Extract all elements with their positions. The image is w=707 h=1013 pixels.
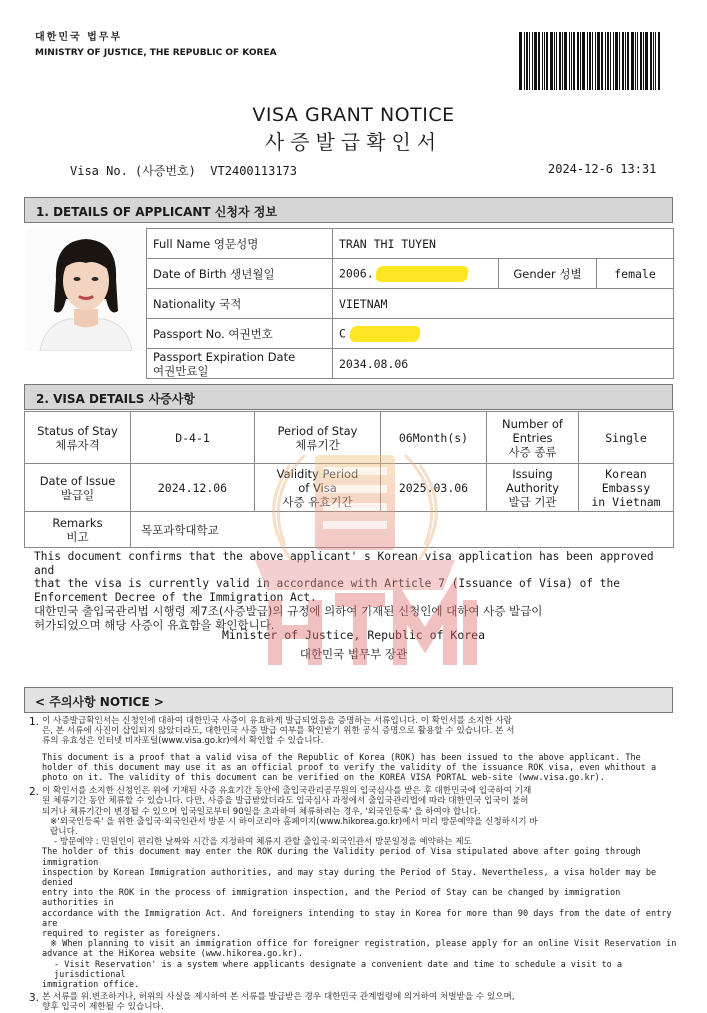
table-row [147,319,674,349]
visa-number-row [70,162,297,179]
notice-item-1: 1. 이 사증발급확인서는 신청인에 대하여 대한민국 사증이 유효하게 발급되었음을 증명하는 서류입니다. 이 확인서를 소지한 사람 은, 본 서류에 사진이 삽입되지 않았더라도, 대한민국 사증 발급 여부를 확인받기 위한 공식 증명으로 활용할 수 있습니다. 본 서 류의 유효성은 인터넷 비자포털(www.visa.go.kr)에서 확인할 수 있습니다. This document is a proof that a valid visa of the Republic of Korea (ROK) has been issued to the above applicant. The holder of this document may use it as an official proof to verify the validity of the issuance ROK visa, even whithout a photo on it. The validity of this document can be verified on the KOREA VISA PORTAL web-site (www.visa.go.kr). [29,716,657,784]
table-row [25,464,674,512]
passport-expiration-value: 2034.08.06 [333,349,674,379]
notice-header: < 주의사항 NOTICE > [24,687,673,713]
issue-timestamp: 2024-12-6 13:31 [548,162,657,176]
visa-section-header: 2. VISA DETAILS 사증사항 [24,384,673,410]
confirmation-text: This document confirms that the above applicant' s Korean visa application has been approved and that the visa is currently valid in accordance with Article 7 (Issuance of Visa) of the Enforcement Decree of the Immigration Act. 대한민국 출입국관리법 시행령 제7조(사증발급)의 규정에 의하여 기재된 신청인에 대하여 사증 발급이 허가되었으며 해당 사증이 유효함을 확인합니다. [34,550,654,632]
validity-period-label: Validity Period of Visa 사증 유효기간 [255,464,381,512]
number-of-entries-value: Single [579,412,674,464]
minister-korean: 대한민국 법무부 장관 [299,647,408,661]
ministry-name-english: MINISTRY OF JUSTICE, THE REPUBLIC OF KOREA [35,48,277,58]
status-of-stay-value: D-4-1 [131,412,255,464]
dob-partial: 2006. [339,266,374,280]
document-title-english: VISA GRANT NOTICE [252,104,455,126]
dob-label: Date of Birth 생년월일 [147,259,333,289]
table-row [147,349,674,379]
applicant-details-table [146,228,674,379]
notice-body [29,716,678,1013]
issuing-authority-label: Issuing Authority 발급 기관 [487,464,579,512]
status-of-stay-label: Status of Stay 체류자격 [25,412,131,464]
nationality-value: VIETNAM [333,289,674,319]
gender-label: Gender 성별 [499,259,597,289]
passport-value [333,319,674,349]
applicant-section-header: 1. DETAILS OF APPLICANT 신청자 정보 [24,197,673,223]
passport-partial: C [339,326,346,340]
visa-details-table [24,411,674,548]
period-of-stay-value: 06Month(s) [381,412,487,464]
redaction-highlight [375,266,469,282]
number-of-entries-label: Number of Entries 사증 종류 [487,412,579,464]
date-of-issue-value: 2024.12.06 [131,464,255,512]
visa-number-label: Visa No. (사증번호) [70,164,196,178]
gender-value: female [597,259,674,289]
nationality-label: Nationality 국적 [147,289,333,319]
notice-item-2: 2. 이 확인서를 소지한 신청인은 위에 기재된 사증 유효기간 동안에 출입국관리공무원의 입국심사를 받은 후 대한민국에 입국하여 기재 된 체류기간 동안 체류할 수 있습니다. 다만, 사증을 발급받았더라도 입국심사 과정에서 출입국관리법에 따라 대한민국 입국이 불허 되거나 체류기간이 변경될 수 있으며 입국일로부터 90일을 초과하여 체류하려는 경우, '외국인등록' 을 하여야 합니다. ※'외국인등록' 을 위한 출입국·외국인관서 방문 시 하이코리아 홈페이지(www.hikorea.go.kr)에서 미리 방문예약을 신청하시기 바 랍니다. - 방문예약 : 민원인이 편리한 날짜와 시간을 지정하여 체류지 관할 출입국·외국인관서 방문일정을 예약하는 제도 The holder of this document may enter the ROK during the Validity period of Visa stipulated above after going through immigration inspection by Korean Immigration authorities, and may stay during the Period of Stay. Nevertheless, a visa holder may be denied entry into the ROK in the process of immigration inspection, and the Period of Stay can be changed by immigration authorities in accordance with the Immigration Act. And foreigners intending to stay in Korea for more than 90 days from the date of entry are required to register as foreigners. ※ When planning to visit an immigration office for foreigner registration, please apply for an online Visit Reservation in advance at the HiKorea website (www.hikorea.go.kr). - Visit Reservation' is a system where applicants designate a convenient date and time to schedule a visit to a jurisdictional immigration office. [29,786,677,991]
remarks-value: 목포과학대학교 [131,512,674,548]
table-row [25,412,674,464]
remarks-label: Remarks 비고 [25,512,131,548]
document-title-korean: 사증발급확인서 [264,130,443,154]
table-row [25,512,674,548]
visa-number: VT2400113173 [210,164,297,178]
issuing-authority-value: Korean Embassy in Vietnam [579,464,674,512]
table-row [147,229,674,259]
passport-expiration-label: Passport Expiration Date 여권만료일 [147,349,333,379]
minister-english: Minister of Justice, Republic of Korea [221,628,486,642]
passport-label: Passport No. 여권번호 [147,319,333,349]
table-row [147,289,674,319]
dob-value [333,259,499,289]
validity-period-value: 2025.03.06 [381,464,487,512]
ministry-name-korean: 대한민국 법무부 [35,32,123,43]
barcode [519,32,691,90]
period-of-stay-label: Period of Stay 체류기간 [255,412,381,464]
redaction-highlight [349,326,421,342]
full-name-label: Full Name 영문성명 [147,229,333,259]
notice-item-3: 3. 본 서류를 위.변조하거나, 허위의 사실을 제시하여 본 서류를 발급받은 경우 대한민국 관계법령에 의거하여 처벌받을 수 있으며, 향후 입국이 제한될 수 있습니다. [29,992,515,1013]
date-of-issue-label: Date of Issue 발급일 [25,464,131,512]
full-name-value: TRAN THI TUYEN [333,229,674,259]
table-row [147,259,674,289]
applicant-photo [26,229,145,351]
